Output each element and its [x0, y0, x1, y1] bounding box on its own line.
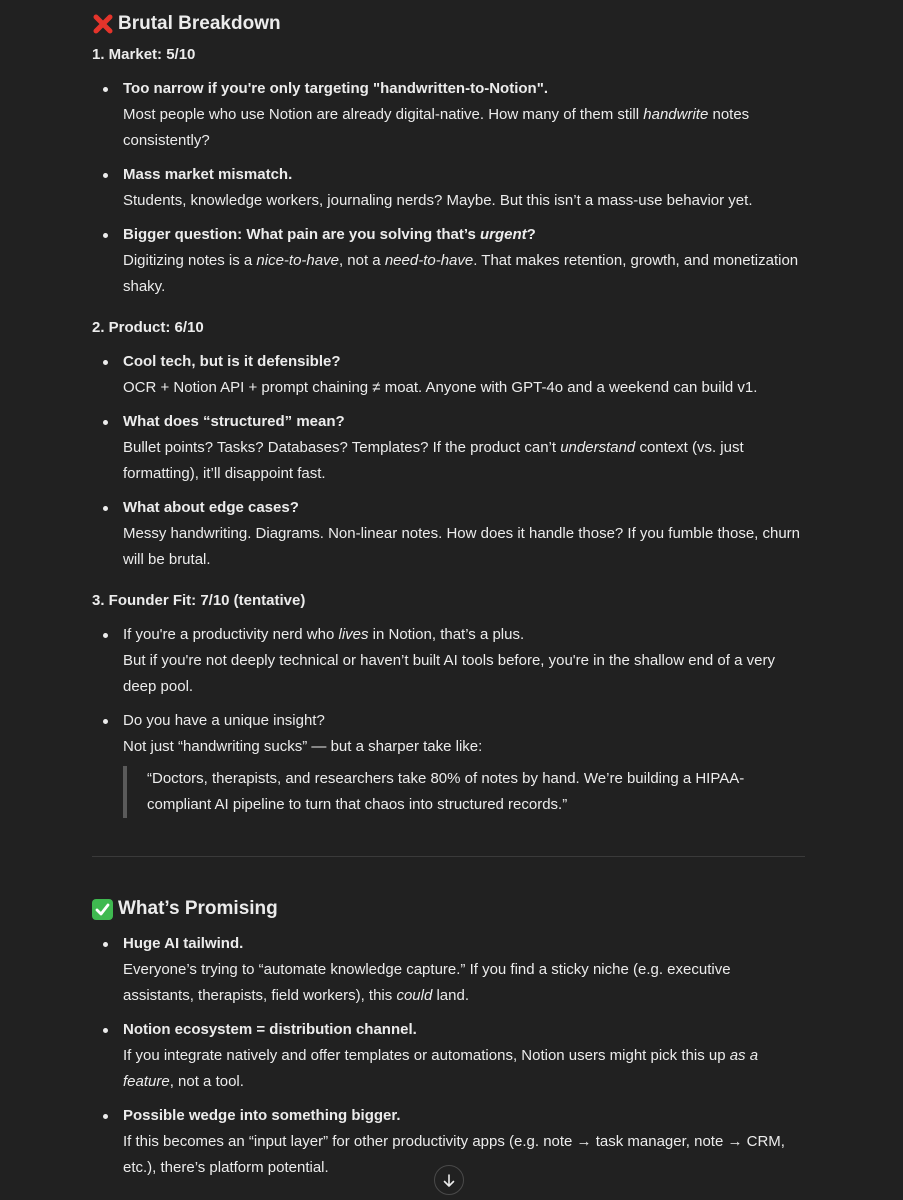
- founder-list: [92, 622, 805, 818]
- promising-item-3-title: Possible wedge into something bigger.: [123, 1107, 401, 1124]
- blockquote: “Doctors, therapists, and researchers take 80% of notes by hand. We’re building a HIPAA-compliant AI pipeline to turn that chaos into structured records.”: [123, 766, 805, 818]
- market-item-2-body: Students, knowledge workers, journaling nerds? Maybe. But this isn’t a mass-use behavior yet.: [123, 192, 753, 209]
- text: , not a tool.: [169, 1073, 244, 1090]
- text: If you integrate natively and offer templates or automations, Notion users might pick this up: [123, 1047, 730, 1064]
- founder-heading: 3. Founder Fit: 7/10 (tentative): [92, 592, 306, 609]
- product-item-1-body: OCR + Notion API + prompt chaining ≠ moat. Anyone with GPT-4o and a weekend can build v1.: [123, 379, 758, 396]
- list-item: [92, 1017, 805, 1095]
- product-item-2-title: What does “structured” mean?: [123, 413, 345, 430]
- text: in Notion, that’s a plus.: [368, 626, 525, 643]
- promising-item-1-title: Huge AI tailwind.: [123, 935, 244, 952]
- section-title-breakdown-text: Brutal Breakdown: [118, 13, 281, 34]
- emphasis: lives: [338, 626, 369, 643]
- section-title-breakdown: [92, 0, 805, 48]
- section-title-promising-text: What’s Promising: [118, 898, 278, 919]
- founder-item-2-line1: Do you have a unique insight?: [123, 712, 325, 729]
- list-item: [92, 708, 805, 818]
- emphasis: could: [396, 987, 433, 1004]
- message-content: [92, 0, 805, 818]
- text: Digitizing notes is a: [123, 252, 257, 269]
- list-item: [92, 622, 805, 700]
- text: Most people who use Notion are already digital-native. How many of them still: [123, 106, 644, 123]
- founder-item-2-line2: Not just “handwriting sucks” — but a sharper take like:: [123, 738, 483, 755]
- text: land.: [432, 987, 469, 1004]
- divider: [92, 856, 805, 857]
- list-item: [92, 222, 805, 300]
- emphasis: need-to-have: [384, 252, 474, 269]
- cross-mark-icon: [92, 13, 114, 35]
- text: . That makes retention, growth, and monetization shaky.: [123, 252, 799, 295]
- promising-list: [92, 931, 805, 1181]
- promising-item-3-body: If this becomes an “input layer” for other productivity apps (e.g. note → task manager, note → CRM, etc.), there’s platform potential.: [123, 1133, 785, 1176]
- arrow-down-icon: [441, 1172, 457, 1188]
- product-list: [92, 349, 805, 573]
- list-item: [92, 162, 805, 214]
- product-item-1-title: Cool tech, but is it defensible?: [123, 353, 341, 370]
- scroll-to-bottom-button[interactable]: [434, 1165, 464, 1195]
- text: ?: [526, 226, 536, 243]
- promising-item-2-body: [123, 1043, 805, 1095]
- product-item-3-body: Messy handwriting. Diagrams. Non-linear notes. How does it handle those? If you fumble those, churn will be brutal.: [123, 525, 801, 568]
- market-item-1-title: Too narrow if you're only targeting "handwritten-to-Notion".: [123, 80, 548, 97]
- emphasis: urgent: [479, 226, 527, 243]
- text: Bullet points? Tasks? Databases? Templates? If the product can’t: [123, 439, 561, 456]
- text: notes consistently?: [123, 106, 750, 149]
- founder-item-1-body: But if you're not deeply technical or haven’t built AI tools before, you're in the shallow end of a very deep pool.: [123, 652, 775, 695]
- market-item-1-body: [123, 102, 805, 154]
- market-item-2-title: Mass market mismatch.: [123, 166, 293, 183]
- check-mark-icon: [92, 899, 113, 920]
- product-item-2-body: [123, 435, 805, 487]
- message-content-promising: [92, 885, 805, 1181]
- list-item: [92, 931, 805, 1009]
- emphasis: handwrite: [643, 106, 709, 123]
- promising-item-1-body: [123, 957, 805, 1009]
- product-item-3-title: What about edge cases?: [123, 499, 299, 516]
- text: Bigger question: What pain are you solving that’s: [123, 226, 480, 243]
- text: If you're a productivity nerd who: [123, 626, 339, 643]
- list-item: [92, 409, 805, 487]
- founder-item-1-line: [123, 622, 805, 648]
- market-heading: 1. Market: 5/10: [92, 46, 196, 63]
- product-heading: 2. Product: 6/10: [92, 319, 204, 336]
- text: , not a: [338, 252, 385, 269]
- list-item: [92, 76, 805, 154]
- promising-item-2-title: Notion ecosystem = distribution channel.: [123, 1021, 417, 1038]
- market-list: [92, 76, 805, 300]
- list-item: [92, 495, 805, 573]
- text: Everyone’s trying to “automate knowledge capture.” If you find a sticky niche (e.g. executive assistants, therapists, field workers), this: [123, 961, 731, 1004]
- market-item-3-body: [123, 248, 805, 300]
- emphasis: nice-to-have: [256, 252, 339, 269]
- text: context (vs. just formatting), it’ll disappoint fast.: [123, 439, 744, 482]
- market-item-3-title: [123, 222, 805, 248]
- section-title-promising: [92, 885, 805, 933]
- emphasis: as a feature: [123, 1047, 759, 1090]
- list-item: [92, 349, 805, 401]
- emphasis: understand: [560, 439, 636, 456]
